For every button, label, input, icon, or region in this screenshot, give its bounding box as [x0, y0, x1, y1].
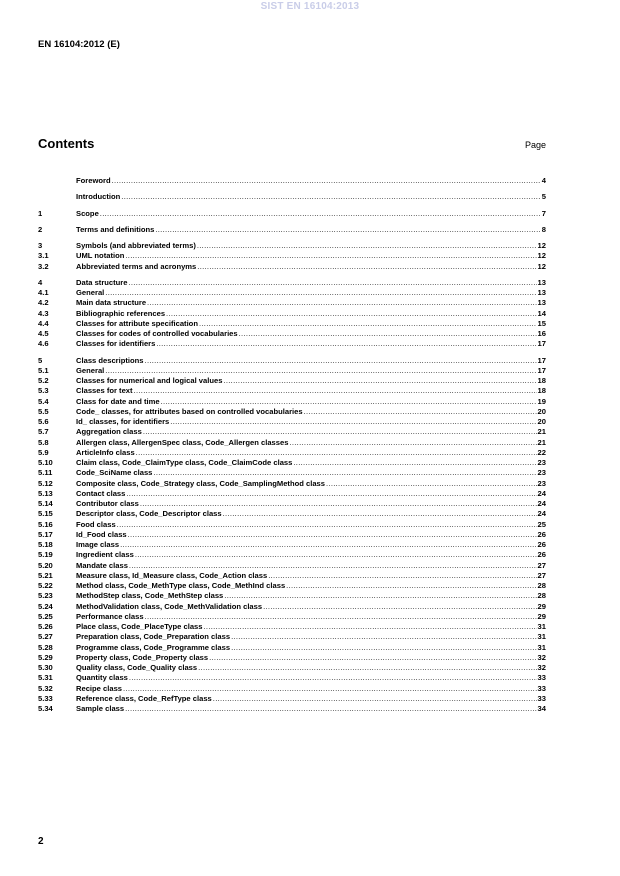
toc-dot-leader: [120, 540, 536, 550]
toc-entry-number: 5.13: [38, 488, 53, 498]
toc-entry[interactable]: [38, 397, 546, 407]
toc-entry-title: Allergen class, AllergenSpec class, Code_Allergen classes: [76, 437, 289, 447]
toc-entry-number: 5.19: [38, 550, 53, 560]
toc-entry-title: Classes for codes of controlled vocabularies: [76, 329, 238, 338]
toc-dot-leader: [128, 278, 536, 288]
toc-entry[interactable]: [38, 278, 546, 288]
toc-entry-page: 17: [537, 365, 546, 375]
toc-entry[interactable]: [38, 262, 546, 272]
toc-entry-number: 5.2: [38, 376, 49, 385]
toc-entry-number: 5.21: [38, 570, 53, 580]
toc-entry-number: 5.31: [38, 673, 53, 683]
toc-entry-title: Abbreviated terms and acronyms: [76, 261, 197, 271]
toc-dot-leader: [197, 241, 537, 251]
page-column-label: Page: [524, 140, 546, 150]
toc-entry-page: 33: [537, 683, 546, 693]
toc-entry-page: 26: [537, 540, 546, 549]
toc-entry-page: 23: [537, 478, 546, 488]
toc-entry-page: 4: [541, 176, 546, 185]
toc-entry[interactable]: [38, 530, 546, 540]
toc-entry-title: Symbols (and abbreviated terms): [76, 241, 196, 250]
toc-entry[interactable]: [38, 612, 546, 622]
toc-entry-title: Id_Food class: [76, 529, 127, 539]
toc-dot-leader: [170, 417, 536, 427]
toc-entry-number: 5.20: [38, 560, 53, 570]
toc-entry[interactable]: [38, 479, 546, 489]
toc-entry-title: UML notation: [76, 251, 125, 261]
toc-entry-number: 5.1: [38, 365, 49, 375]
toc-entry[interactable]: [38, 653, 546, 663]
toc-entry-title: Property class, Code_Property class: [76, 652, 209, 662]
table-of-contents: [38, 176, 546, 714]
toc-entry-title: Class descriptions: [76, 355, 144, 365]
toc-entry-title: Main data structure: [76, 298, 147, 308]
standard-id: EN 16104:2012 (E): [38, 39, 120, 50]
toc-dot-leader: [128, 530, 537, 540]
toc-entry-number: 5.22: [38, 581, 53, 590]
toc-entry-page: 8: [541, 224, 546, 234]
toc-entry-page: 28: [537, 581, 546, 590]
toc-entry-title: General: [76, 288, 105, 297]
toc-entry-page: 7: [541, 208, 546, 218]
toc-entry[interactable]: [38, 509, 546, 519]
toc-dot-leader: [204, 622, 537, 632]
toc-entry-page: 31: [537, 642, 546, 652]
toc-entry-number: 5.12: [38, 478, 53, 488]
toc-dot-leader: [224, 591, 536, 601]
toc-dot-leader: [231, 643, 536, 653]
contents-title: Contents: [38, 136, 95, 151]
toc-dot-leader: [125, 251, 536, 261]
toc-entry-title: Code_ classes, for attributes based on controlled vocabularies: [76, 406, 303, 416]
toc-entry-number: 5.18: [38, 540, 53, 549]
toc-dot-leader: [231, 632, 536, 642]
toc-entry-page: 23: [537, 458, 546, 467]
toc-entry-page: 20: [537, 406, 546, 416]
toc-entry-page: 12: [537, 241, 546, 250]
toc-dot-leader: [143, 427, 537, 437]
toc-entry-number: 5.14: [38, 499, 53, 508]
toc-entry-title: Quantity class: [76, 673, 128, 683]
toc-dot-leader: [223, 509, 537, 519]
toc-entry[interactable]: [38, 339, 546, 349]
toc-entry-title: Classes for attribute specification: [76, 318, 198, 328]
toc-entry-title: Performance class: [76, 611, 144, 621]
toc-entry[interactable]: [38, 581, 546, 591]
toc-entry-title: Classes for text: [76, 386, 133, 396]
toc-entry-title: Classes for identifiers: [76, 339, 156, 349]
toc-entry-title: Place class, Code_PlaceType class: [76, 622, 203, 631]
toc-entry-number: 5.34: [38, 704, 53, 713]
toc-entry[interactable]: [38, 489, 546, 499]
toc-entry-page: 31: [537, 622, 546, 631]
toc-entry-title: Method class, Code_MethType class, Code_MethInd class: [76, 581, 286, 590]
toc-entry-page: 32: [537, 663, 546, 672]
toc-entry-title: Programme class, Code_Programme class: [76, 642, 231, 652]
toc-entry[interactable]: [38, 602, 546, 612]
toc-dot-leader: [289, 438, 536, 448]
toc-dot-leader: [129, 673, 537, 683]
toc-entry-number: 5.24: [38, 601, 53, 611]
toc-entry-title: Scope: [76, 208, 99, 218]
toc-dot-leader: [112, 176, 541, 186]
toc-entry-number: 3.1: [38, 251, 49, 261]
toc-entry-title: Ingredient class: [76, 550, 134, 560]
toc-dot-leader: [105, 288, 536, 298]
toc-dot-leader: [199, 319, 537, 329]
toc-entry[interactable]: [38, 468, 546, 478]
toc-entry-title: General: [76, 365, 105, 375]
toc-entry-title: Data structure: [76, 277, 128, 287]
toc-entry-number: 5.27: [38, 632, 53, 642]
toc-dot-leader: [213, 694, 537, 704]
toc-entry-page: 22: [537, 447, 546, 457]
toc-entry-page: 29: [537, 611, 546, 621]
toc-entry-title: MethodValidation class, Code_MethValidation class: [76, 601, 263, 611]
toc-entry-page: 18: [537, 386, 546, 396]
toc-entry-number: 5.6: [38, 417, 49, 426]
toc-entry[interactable]: [38, 571, 546, 581]
toc-entry-title: Aggregation class: [76, 427, 142, 437]
toc-entry-page: 20: [537, 417, 546, 426]
toc-entry[interactable]: [38, 663, 546, 673]
toc-entry[interactable]: [38, 209, 546, 219]
toc-entry[interactable]: [38, 386, 546, 396]
toc-entry[interactable]: [38, 251, 546, 261]
toc-entry-number: 5.30: [38, 663, 53, 672]
toc-dot-leader: [268, 571, 536, 581]
toc-entry-page: 28: [537, 591, 546, 601]
toc-entry-title: Recipe class: [76, 683, 123, 693]
toc-entry[interactable]: [38, 438, 546, 448]
toc-entry[interactable]: [38, 591, 546, 601]
toc-entry-number: 5.17: [38, 529, 53, 539]
toc-entry-number: 5.5: [38, 406, 49, 416]
toc-entry-title: MethodStep class, Code_MethStep class: [76, 591, 224, 601]
toc-dot-leader: [223, 376, 536, 386]
toc-entry-number: 4.6: [38, 339, 49, 349]
toc-entry[interactable]: [38, 643, 546, 653]
toc-dot-leader: [326, 479, 537, 489]
watermark: SIST EN 16104:2013: [260, 1, 360, 12]
toc-dot-leader: [121, 192, 540, 202]
toc-entry-page: 13: [537, 288, 546, 297]
toc-dot-leader: [156, 339, 536, 349]
toc-entry[interactable]: [38, 448, 546, 458]
toc-dot-leader: [304, 407, 537, 417]
toc-entry[interactable]: [38, 694, 546, 704]
toc-entry-number: 5.32: [38, 683, 53, 693]
toc-entry-page: 33: [537, 673, 546, 683]
toc-entry[interactable]: [38, 376, 546, 386]
toc-entry[interactable]: [38, 192, 546, 202]
toc-entry[interactable]: [38, 561, 546, 571]
toc-entry-title: Image class: [76, 540, 120, 549]
toc-entry-title: Preparation class, Code_Preparation class: [76, 632, 231, 642]
toc-dot-leader: [293, 458, 536, 468]
toc-entry-title: Reference class, Code_RefType class: [76, 693, 212, 703]
toc-dot-leader: [123, 684, 537, 694]
toc-entry[interactable]: [38, 366, 546, 376]
toc-entry-title: Food class: [76, 519, 116, 529]
toc-entry-number: 5.16: [38, 519, 53, 529]
toc-dot-leader: [198, 663, 536, 673]
toc-entry[interactable]: [38, 622, 546, 632]
toc-dot-leader: [134, 386, 537, 396]
toc-entry-page: 27: [537, 570, 546, 580]
toc-entry-number: 5.11: [38, 468, 53, 478]
toc-entry[interactable]: [38, 417, 546, 427]
toc-entry[interactable]: [38, 176, 546, 186]
toc-entry-page: 21: [537, 437, 546, 447]
toc-entry-number: 5: [38, 355, 43, 365]
toc-entry[interactable]: [38, 673, 546, 683]
toc-entry[interactable]: [38, 329, 546, 339]
toc-entry-page: 27: [537, 560, 546, 570]
toc-entry-title: ArticleInfo class: [76, 447, 135, 457]
toc-dot-leader: [263, 602, 536, 612]
toc-dot-leader: [145, 612, 537, 622]
toc-entry-page: 5: [541, 192, 546, 202]
toc-entry-title: Claim class, Code_ClaimType class, Code_ClaimCode class: [76, 458, 293, 467]
toc-entry[interactable]: [38, 241, 546, 251]
toc-entry-page: 25: [537, 519, 546, 529]
toc-dot-leader: [153, 468, 536, 478]
toc-entry-title: Contributor class: [76, 499, 139, 508]
toc-entry-page: 33: [537, 693, 546, 703]
toc-entry-page: 29: [537, 601, 546, 611]
toc-entry-page: 34: [537, 704, 546, 713]
toc-entry-page: 12: [537, 251, 546, 261]
page-number: 2: [38, 836, 44, 847]
toc-dot-leader: [239, 329, 537, 339]
toc-entry[interactable]: [38, 520, 546, 530]
toc-entry-number: 4.1: [38, 288, 49, 297]
toc-entry-number: 2: [38, 224, 43, 234]
toc-dot-leader: [145, 356, 537, 366]
toc-entry[interactable]: [38, 632, 546, 642]
toc-entry-number: 5.8: [38, 437, 49, 447]
toc-entry-title: Terms and definitions: [76, 224, 155, 234]
toc-entry-page: 24: [537, 488, 546, 498]
toc-entry-page: 12: [537, 261, 546, 271]
toc-entry-number: 5.28: [38, 642, 53, 652]
toc-entry-number: 5.10: [38, 458, 53, 467]
toc-entry[interactable]: [38, 684, 546, 694]
toc-dot-leader: [155, 225, 540, 235]
toc-entry-page: 26: [537, 550, 546, 560]
toc-entry-number: 4.5: [38, 329, 49, 338]
toc-entry-number: 5.9: [38, 447, 49, 457]
toc-entry-page: 17: [537, 355, 546, 365]
toc-entry-number: 5.7: [38, 427, 49, 437]
toc-entry-number: 5.33: [38, 693, 53, 703]
toc-entry-page: 13: [537, 298, 546, 308]
toc-entry-page: 16: [537, 329, 546, 338]
toc-entry[interactable]: [38, 225, 546, 235]
toc-entry[interactable]: [38, 309, 546, 319]
toc-entry[interactable]: [38, 499, 546, 509]
toc-dot-leader: [126, 489, 536, 499]
toc-dot-leader: [209, 653, 536, 663]
toc-entry-page: 21: [537, 427, 546, 437]
toc-entry-number: 1: [38, 208, 43, 218]
toc-entry[interactable]: [38, 458, 546, 468]
toc-entry-number: 4.3: [38, 308, 49, 318]
toc-entry-title: Measure class, Id_Measure class, Code_Action class: [76, 570, 268, 580]
toc-entry-title: Mandate class: [76, 560, 128, 570]
toc-entry[interactable]: [38, 704, 546, 714]
toc-dot-leader: [197, 262, 536, 272]
toc-entry-number: 5.3: [38, 386, 49, 396]
toc-entry-title: Id_ classes, for identifiers: [76, 417, 170, 426]
toc-dot-leader: [140, 499, 537, 509]
toc-entry-title: Foreword: [76, 176, 111, 185]
toc-entry-number: 5.25: [38, 611, 53, 621]
toc-entry-title: Descriptor class, Code_Descriptor class: [76, 509, 222, 519]
toc-entry[interactable]: [38, 356, 546, 366]
toc-entry-number: 4.4: [38, 318, 49, 328]
toc-entry-page: 26: [537, 529, 546, 539]
toc-dot-leader: [100, 209, 541, 219]
toc-entry-page: 32: [537, 652, 546, 662]
toc-dot-leader: [105, 366, 536, 376]
toc-entry-number: 3.2: [38, 261, 49, 271]
toc-entry-page: 14: [537, 308, 546, 318]
toc-entry[interactable]: [38, 407, 546, 417]
toc-entry-page: 13: [537, 277, 546, 287]
toc-dot-leader: [135, 550, 537, 560]
toc-entry-number: 5.29: [38, 652, 53, 662]
toc-entry-title: Bibliographic references: [76, 308, 166, 318]
toc-entry-title: Introduction: [76, 192, 121, 202]
toc-entry-page: 19: [537, 396, 546, 406]
toc-entry-number: 4.2: [38, 298, 49, 308]
toc-entry-title: Code_SciName class: [76, 468, 153, 478]
toc-entry-title: Contact class: [76, 488, 126, 498]
toc-dot-leader: [147, 298, 537, 308]
toc-entry-number: 5.26: [38, 622, 53, 631]
toc-entry-number: 5.15: [38, 509, 53, 519]
toc-entry-title: Sample class: [76, 704, 125, 713]
toc-entry-page: 31: [537, 632, 546, 642]
toc-entry[interactable]: [38, 550, 546, 560]
toc-entry[interactable]: [38, 540, 546, 550]
toc-entry[interactable]: [38, 288, 546, 298]
toc-entry-title: Quality class, Code_Quality class: [76, 663, 198, 672]
toc-entry-page: 23: [537, 468, 546, 478]
toc-entry-number: 5.4: [38, 396, 49, 406]
toc-dot-leader: [117, 520, 537, 530]
toc-entry-page: 15: [537, 318, 546, 328]
toc-entry-page: 24: [537, 509, 546, 519]
toc-dot-leader: [136, 448, 537, 458]
toc-entry-page: 24: [537, 499, 546, 508]
toc-entry-page: 17: [537, 339, 546, 349]
toc-entry-number: 5.23: [38, 591, 53, 601]
toc-entry[interactable]: [38, 427, 546, 437]
toc-dot-leader: [129, 561, 537, 571]
toc-entry-title: Composite class, Code_Strategy class, Code_SamplingMethod class: [76, 478, 325, 488]
toc-entry-number: 4: [38, 277, 43, 287]
toc-dot-leader: [166, 309, 537, 319]
toc-entry-number: 3: [38, 241, 43, 250]
toc-dot-leader: [125, 704, 536, 714]
toc-dot-leader: [161, 397, 537, 407]
toc-entry[interactable]: [38, 319, 546, 329]
toc-dot-leader: [286, 581, 536, 591]
toc-entry-title: Classes for numerical and logical values: [76, 376, 223, 385]
toc-entry[interactable]: [38, 298, 546, 308]
toc-entry-page: 18: [537, 376, 546, 385]
toc-entry-title: Class for date and time: [76, 396, 160, 406]
